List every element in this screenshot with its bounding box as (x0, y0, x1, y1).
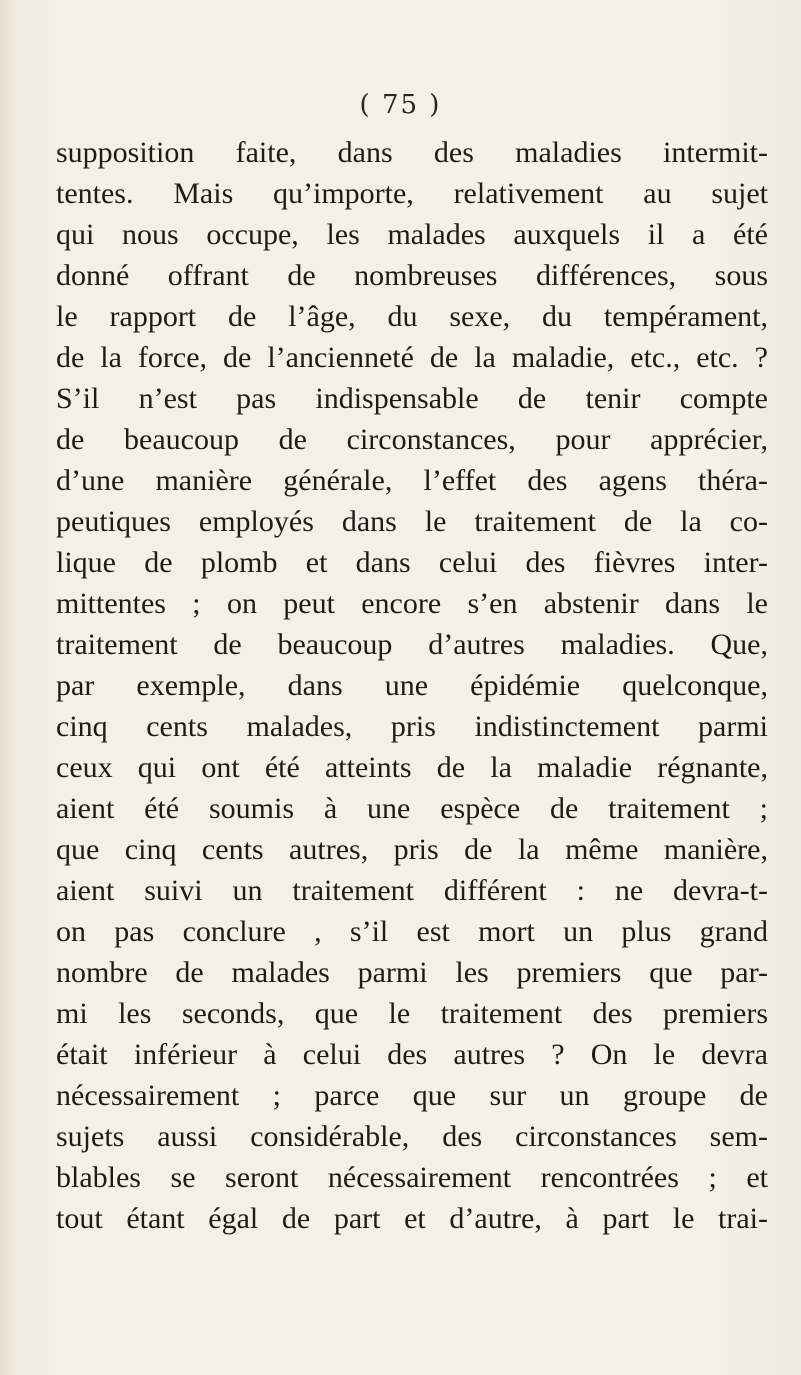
text-line: d’une manière générale, l’effet des agens théra- (56, 464, 768, 497)
text-line: tentes. Mais qu’importe, relativement au sujet (56, 177, 768, 210)
text-line: donné offrant de nombreuses différences, sous (56, 259, 768, 292)
text-line: sujets aussi considérable, des circonstances sem- (56, 1120, 768, 1153)
text-line: était inférieur à celui des autres ? On le devra (56, 1038, 768, 1071)
text-line: blables se seront nécessairement rencontrées ; et (56, 1161, 768, 1194)
text-line: tout étant égal de part et d’autre, à part le trai- (56, 1202, 768, 1235)
text-line: supposition faite, dans des maladies intermit- (56, 136, 768, 169)
text-line: S’il n’est pas indispensable de tenir compte (56, 382, 768, 415)
text-line: lique de plomb et dans celui des fièvres inter- (56, 546, 768, 579)
text-line: nécessairement ; parce que sur un groupe de (56, 1079, 768, 1112)
text-line: mittentes ; on peut encore s’en abstenir dans le (56, 587, 768, 620)
text-line: qui nous occupe, les malades auxquels il a été (56, 218, 768, 251)
text-line: ceux qui ont été atteints de la maladie régnante, (56, 751, 768, 784)
text-line: on pas conclure , s’il est mort un plus grand (56, 915, 768, 948)
body-text (56, 132, 768, 1239)
text-line: mi les seconds, que le traitement des premiers (56, 997, 768, 1030)
text-line: cinq cents malades, pris indistinctement parmi (56, 710, 768, 743)
text-line: le rapport de l’âge, du sexe, du tempérament, (56, 300, 768, 333)
text-line: aient suivi un traitement différent : ne devra-t- (56, 874, 768, 907)
text-line: peutiques employés dans le traitement de la co- (56, 505, 768, 538)
text-line: de la force, de l’ancienneté de la maladie, etc., etc. ? (56, 341, 768, 374)
text-line: aient été soumis à une espèce de traitement ; (56, 792, 768, 825)
text-line: nombre de malades parmi les premiers que par- (56, 956, 768, 989)
text-line: traitement de beaucoup d’autres maladies. Que, (56, 628, 768, 661)
text-line: que cinq cents autres, pris de la même manière, (56, 833, 768, 866)
text-line: de beaucoup de circonstances, pour apprécier, (56, 423, 768, 456)
page-number: ( 75 ) (359, 90, 442, 120)
text-line: par exemple, dans une épidémie quelconque, (56, 669, 768, 702)
